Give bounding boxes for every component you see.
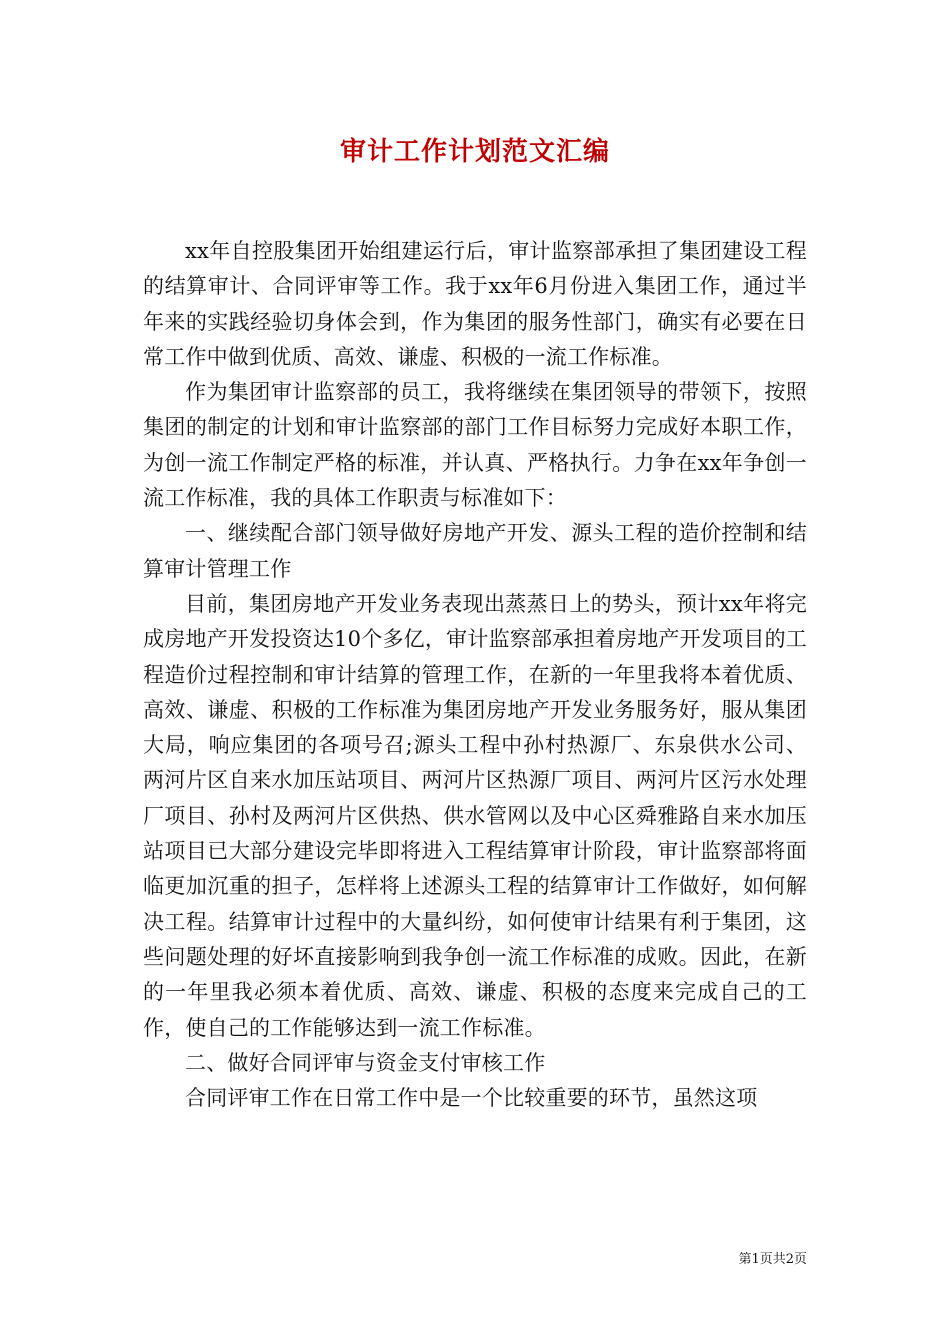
- paragraph-section-1: 目前，集团房地产开发业务表现出蒸蒸日上的势头，预计xx年将完成房地产开发投资达10个多亿，审计监察部承担着房地产开发项目的工程造价过程控制和审计结算的管理工作，在新的一年里我将本着优质、高效、谦虚、积极的工作标准为集团房地产开发业务服务好，服从集团大局，响应集团的各项号召;源头工程中孙村热源厂、东泉供水公司、两河片区自来水加压站项目、两河片区热源厂项目、两河片区污水处理厂项目、孙村及两河片区供热、供水管网以及中心区舜雅路自来水加压站项目已大部分建设完毕即将进入工程结算审计阶段，审计监察部将面临更加沉重的担子，怎样将上述源头工程的结算审计工作做好，如何解决工程。结算审计过程中的大量纠纷，如何使审计结果有利于集团，这些问题处理的好坏直接影响到我争创一流工作标准的成败。因此，在新的一年里我必须本着优质、高效、谦虚、积极的态度来完成自己的工作，使自己的工作能够达到一流工作标准。: [143, 591, 807, 1040]
- document-body: [143, 234, 807, 1116]
- paragraph-commitment: 作为集团审计监察部的员工，我将继续在集团领导的带领下，按照集团的制定的计划和审计监察部的部门工作目标努力完成好本职工作，为创一流工作制定严格的标准，并认真、严格执行。力争在xx年争创一流工作标准，我的具体工作职责与标准如下：: [143, 380, 807, 511]
- page-number: 第1页共2页: [738, 1252, 807, 1267]
- paragraph-section-2: 合同评审工作在日常工作中是一个比较重要的环节，虽然这项: [185, 1086, 758, 1111]
- paragraph-intro: xx年自控股集团开始组建运行后，审计监察部承担了集团建设工程的结算审计、合同评审等工作。我于xx年6月份进入集团工作，通过半年来的实践经验切身体会到，作为集团的服务性部门，确实有必要在日常工作中做到优质、高效、谦虚、积极的一流工作标准。: [143, 239, 807, 369]
- section-heading-1: 一、继续配合部门领导做好房地产开发、源头工程的造价控制和结算审计管理工作: [143, 521, 807, 581]
- document-title: 审计工作计划范文汇编: [339, 137, 610, 167]
- section-heading-2: 二、做好合同评审与资金支付审核工作: [185, 1050, 546, 1075]
